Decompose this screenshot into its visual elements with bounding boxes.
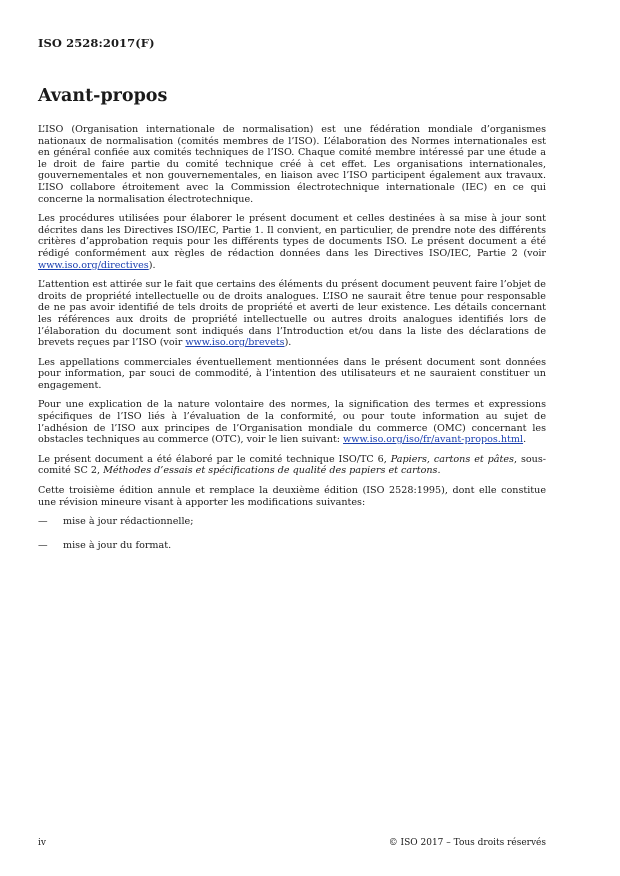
paragraph-procedures — [38, 213, 546, 271]
list-item-text: mise à jour rédactionnelle; — [63, 516, 194, 528]
copyright-notice: © ISO 2017 – Tous droits réservés — [388, 838, 546, 848]
paragraph-committee-end: . — [437, 465, 441, 477]
paragraph-voluntary-text: Pour une explication de la nature volontaire des normes, la signification des termes et expressions spécifiques de l’ISO liés à l’évaluation de la conformité, ou pour toute information au sujet de l’adhésion de l’ISO aux principes de l’Organisation mondiale du commerce (OMC) concernant les obstacles techniques au commerce (OTC), voir le lien suivant: — [38, 399, 546, 446]
page-number: iv — [38, 838, 46, 848]
paragraph-patents — [38, 279, 546, 349]
subcommittee-name: Méthodes d’essais et spécifications de qualité des papiers et cartons — [103, 465, 438, 477]
paragraph-committee-text: Le présent document a été élaboré par le comité technique ISO/TC 6, — [38, 453, 391, 465]
paragraph-procedures-end: ). — [148, 259, 156, 271]
paragraph-committee — [38, 454, 546, 477]
foreword-body — [38, 124, 546, 563]
link-directives[interactable]: www.iso.org/directives — [38, 259, 149, 271]
list-item-text: mise à jour du format. — [63, 539, 172, 551]
paragraph-procedures-text: Les procédures utilisées pour élaborer le présent document et celles destinées à sa mise à jour sont décrites dans les Directives ISO/IEC, Partie 1. Il convient, en particulier, de prendre note des différents critères d’approbation requis pour les différents types de documents ISO. Le présent document a été rédigé conformément aux règles de rédaction données dans les Directives ISO/IEC, Partie 2 (voir — [38, 213, 546, 259]
paragraph-patents-end: ). — [284, 337, 292, 349]
paragraph-trade-names: Les appellations commerciales éventuellement mentionnées dans le présent document sont données pour information, par souci de commodité, à l’intention des utilisateurs et ne sauraient constituer un engagement. — [38, 356, 546, 391]
page-title: Avant-propos — [38, 86, 168, 106]
list-dash: — — [38, 516, 48, 528]
list-item — [38, 540, 546, 552]
link-avant-propos[interactable]: www.iso.org/iso/fr/avant-propos.html — [343, 434, 524, 446]
list-dash: — — [38, 539, 48, 551]
link-brevets[interactable]: www.iso.org/brevets — [185, 337, 285, 349]
paragraph-edition: Cette troisième édition annule et remplace la deuxième édition (ISO 2528:1995), dont elle constitue une révision mineure visant à apporter les modifications suivantes: — [38, 485, 546, 508]
list-item — [38, 516, 546, 528]
paragraph-voluntary — [38, 399, 546, 445]
paragraph-iso-intro: L’ISO (Organisation internationale de normalisation) est une fédération mondiale d’organismes nationaux de normalisation (comités membres de l’ISO). L’élaboration des Normes internationales est en général confiée aux comités techniques de l’ISO. Chaque comité membre intéressé par une étude a le droit de faire partie du comité technique créé à cet effet. Les organisations internationales, gouvernementales et non gouvernementales, en liaison avec l’ISO participent également aux travaux. L’ISO collabore étroitement avec la Commission électrotechnique internationale (IEC) en ce qui concerne la normalisation électrotechnique. — [38, 124, 546, 205]
standard-id: ISO 2528:2017(F) — [38, 36, 155, 50]
committee-name: Papiers, cartons et pâtes — [390, 453, 514, 465]
paragraph-committee-mid: , sous-comité SC 2, — [38, 453, 546, 477]
paragraph-patents-text: L’attention est attirée sur le fait que certains des éléments du présent document peuvent faire l’objet de droits de propriété intellectuelle ou de droits analogues. L’ISO ne saurait être tenue pour responsable de ne pas avoir identifié de tels droits de propriété et averti de leur existence. Les détails concernant les références aux droits de propriété intellectuelle ou autres droits analogues identifiés lors de l’élaboration du document sont indiqués dans l’Introduction et/ou dans la liste des déclarations de brevets reçues par l’ISO (voir — [38, 279, 546, 349]
paragraph-voluntary-end: . — [523, 434, 527, 446]
